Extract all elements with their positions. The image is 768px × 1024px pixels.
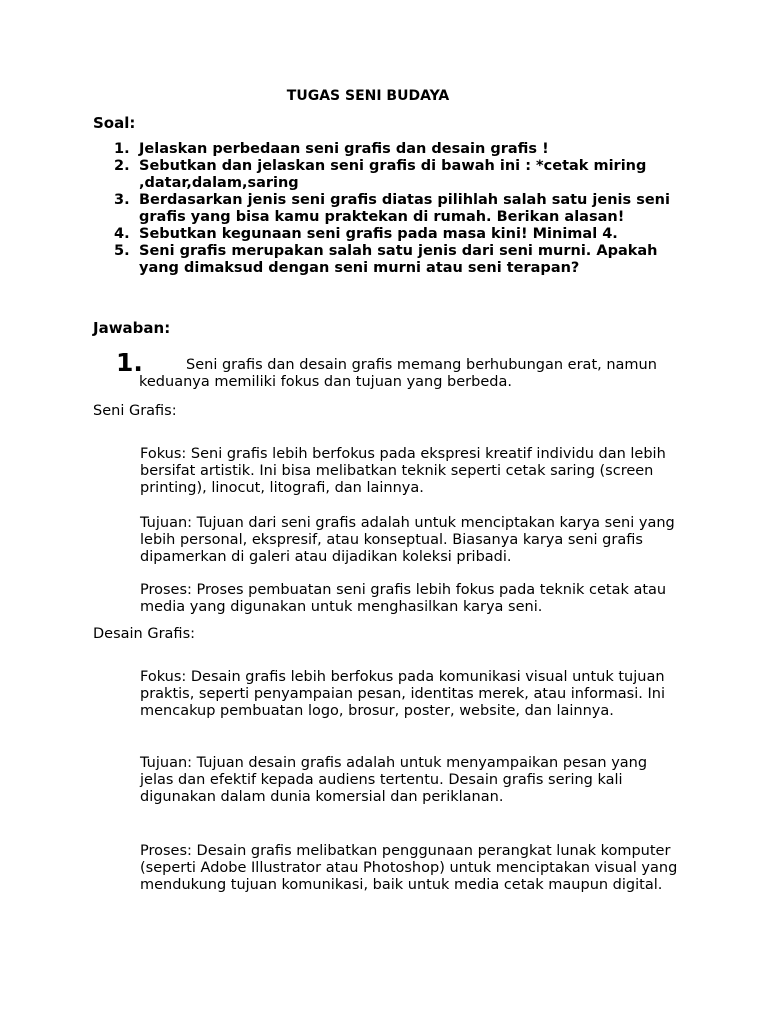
seni-grafis-heading: Seni Grafis:: [93, 403, 177, 419]
question-text: Sebutkan dan jelaskan seni grafis di bawah ini : *cetak miring ,datar,dalam,saring: [139, 158, 647, 191]
question-list: [114, 141, 674, 277]
question-text: Seni grafis merupakan salah satu jenis dari seni murni. Apakah yang dimaksud dengan seni murni atau seni terapan?: [139, 243, 658, 276]
question-item: [114, 158, 674, 192]
answer-intro-paragraph: Seni grafis dan desain grafis memang berhubungan erat, namun keduanya memiliki fokus dan tujuan yang berbeda.: [139, 357, 657, 390]
question-number: 5.: [114, 243, 130, 259]
question-text: Sebutkan kegunaan seni grafis pada masa kini! Minimal 4.: [139, 226, 618, 242]
soal-heading: Soal:: [93, 114, 136, 132]
question-number: 3.: [114, 192, 130, 208]
question-text: Berdasarkan jenis seni grafis diatas pilihlah salah satu jenis seni grafis yang bisa kamu praktekan di rumah. Berikan alasan!: [139, 192, 670, 225]
question-number: 4.: [114, 226, 130, 242]
question-item: [114, 192, 674, 226]
desain-grafis-heading: Desain Grafis:: [93, 626, 196, 642]
desain-grafis-proses: Proses: Desain grafis melibatkan penggunaan perangkat lunak komputer (seperti Adobe Illustrator atau Photoshop) untuk menciptakan visual yang mendukung tujuan komunikasi, baik untuk media cetak maupun digital.: [140, 843, 678, 893]
jawaban-heading: Jawaban:: [93, 319, 171, 337]
seni-grafis-proses: Proses: Proses pembuatan seni grafis lebih fokus pada teknik cetak atau media yang digunakan untuk menghasilkan karya seni.: [140, 582, 667, 615]
question-item: [114, 243, 674, 277]
seni-grafis-tujuan: Tujuan: Tujuan dari seni grafis adalah untuk menciptakan karya seni yang lebih personal, ekspresif, atau konseptual. Biasanya karya seni grafis dipamerkan di galeri atau dijadikan koleksi pribadi.: [140, 515, 675, 565]
question-text: Jelaskan perbedaan seni grafis dan desain grafis !: [139, 141, 549, 157]
desain-grafis-tujuan: Tujuan: Tujuan desain grafis adalah untuk menyampaikan pesan yang jelas dan efektif kepada audiens tertentu. Desain grafis sering kali digunakan dalam dunia komersial dan periklanan.: [140, 755, 648, 805]
desain-grafis-fokus: Fokus: Desain grafis lebih berfokus pada komunikasi visual untuk tujuan praktis, seperti penyampaian pesan, identitas merek, atau informasi. Ini mencakup pembuatan logo, brosur, poster, website, dan lainnya.: [140, 669, 665, 719]
question-item: [114, 141, 674, 158]
question-number: 1.: [114, 141, 130, 157]
seni-grafis-fokus: Fokus: Seni grafis lebih berfokus pada ekspresi kreatif individu dan lebih bersifat artistik. Ini bisa melibatkan teknik seperti cetak saring (screen printing), linocut, litografi, dan lainnya.: [140, 446, 666, 496]
question-number: 2.: [114, 158, 130, 174]
document-title: TUGAS SENI BUDAYA: [286, 88, 450, 104]
answer-number: 1.: [116, 348, 143, 377]
question-item: [114, 226, 674, 243]
